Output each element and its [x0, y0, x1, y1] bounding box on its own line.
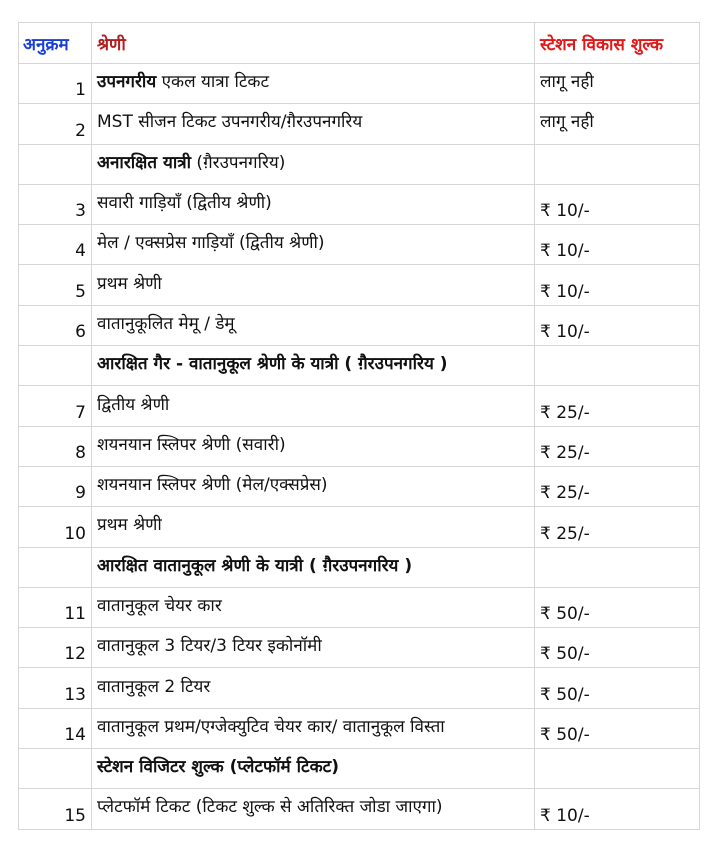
section-title	[92, 144, 535, 184]
row-serial: 12	[19, 628, 92, 668]
category-bold-text: आरक्षित गैर - वातानुकूल श्रेणी के यात्री ( ग़ैरउपनगरिय )	[97, 354, 448, 375]
category-text: प्रथम श्रेणी	[97, 273, 162, 294]
row-category	[92, 668, 535, 708]
row-category	[92, 507, 535, 547]
row-fee: ₹ 10/-	[535, 265, 700, 305]
station-development-fee-table	[18, 22, 700, 830]
table-row	[19, 225, 700, 265]
row-fee	[535, 346, 700, 386]
row-category	[92, 386, 535, 426]
section-title	[92, 547, 535, 587]
row-fee: ₹ 10/-	[535, 184, 700, 224]
row-fee: ₹ 50/-	[535, 628, 700, 668]
row-serial: 2	[19, 104, 92, 144]
row-serial	[19, 749, 92, 789]
row-serial: 15	[19, 789, 92, 829]
row-category	[92, 466, 535, 506]
category-text: (ग़ैरउपनगरिय)	[191, 152, 286, 173]
row-serial	[19, 547, 92, 587]
row-category	[92, 789, 535, 829]
table-row	[19, 668, 700, 708]
row-fee: लागू नही	[535, 64, 700, 104]
table-row	[19, 587, 700, 627]
row-fee	[535, 547, 700, 587]
header-fee: स्टेशन विकास शुल्क	[535, 23, 700, 64]
row-fee: ₹ 25/-	[535, 386, 700, 426]
section-row	[19, 144, 700, 184]
header-row	[19, 23, 700, 64]
row-fee: ₹ 10/-	[535, 789, 700, 829]
row-fee: ₹ 25/-	[535, 466, 700, 506]
row-category	[92, 64, 535, 104]
category-bold-text: उपनगरीय	[97, 72, 157, 93]
row-fee	[535, 749, 700, 789]
category-text: वातानुकूल चेयर कार	[97, 596, 222, 616]
row-fee: ₹ 50/-	[535, 668, 700, 708]
row-fee: ₹ 25/-	[535, 507, 700, 547]
category-bold-text: स्टेशन विजिटर शुल्क (प्लेटफॉर्म टिकट)	[97, 757, 339, 778]
category-text: MST सीजन टिकट उपनगरीय/ग़ैरउपनगरिय	[97, 112, 363, 133]
row-serial: 11	[19, 587, 92, 627]
row-category	[92, 628, 535, 668]
row-category	[92, 265, 535, 305]
table-row	[19, 628, 700, 668]
category-text: वातानुकूल 3 टियर/3 टियर इकोनॉमी	[97, 636, 322, 657]
row-serial: 4	[19, 225, 92, 265]
fee-table-container	[18, 22, 700, 830]
section-row	[19, 346, 700, 386]
row-serial: 5	[19, 265, 92, 305]
row-serial: 9	[19, 466, 92, 506]
table-row	[19, 507, 700, 547]
row-serial: 14	[19, 708, 92, 748]
row-category	[92, 184, 535, 224]
table-row	[19, 104, 700, 144]
section-title	[92, 346, 535, 386]
row-fee: ₹ 25/-	[535, 426, 700, 466]
category-text: एकल यात्रा टिकट	[156, 72, 270, 93]
row-category	[92, 426, 535, 466]
row-serial	[19, 144, 92, 184]
category-text: शयनयान स्लिपर श्रेणी (सवारी)	[97, 434, 286, 455]
row-serial: 13	[19, 668, 92, 708]
row-category	[92, 225, 535, 265]
table-row	[19, 184, 700, 224]
category-text: वातानुकूलित मेमू / डेमू	[97, 313, 235, 334]
row-fee: लागू नही	[535, 104, 700, 144]
table-row	[19, 426, 700, 466]
table-row	[19, 64, 700, 104]
category-bold-text: आरक्षित वातानुकूल श्रेणी के यात्री ( ग़ैरउपनगरिय )	[97, 555, 413, 576]
table-row	[19, 789, 700, 829]
row-fee: ₹ 10/-	[535, 225, 700, 265]
category-bold-text: अनारक्षित यात्री	[97, 152, 192, 173]
row-serial: 8	[19, 426, 92, 466]
category-text: द्वितीय श्रेणी	[97, 394, 170, 415]
table-body	[19, 64, 700, 830]
table-row	[19, 708, 700, 748]
section-row	[19, 749, 700, 789]
category-text: मेल / एक्सप्रेस गाड़ियाँ (द्वितीय श्रेणी)	[97, 233, 325, 254]
category-text: शयनयान स्लिपर श्रेणी (मेल/एक्सप्रेस)	[97, 475, 328, 496]
header-category: श्रेणी	[92, 23, 535, 64]
row-category	[92, 104, 535, 144]
header-serial: अनुक्रम	[19, 23, 92, 64]
table-row	[19, 466, 700, 506]
row-serial: 7	[19, 386, 92, 426]
row-serial	[19, 346, 92, 386]
row-serial: 3	[19, 184, 92, 224]
category-text: वातानुकूल 2 टियर	[97, 676, 211, 697]
row-fee: ₹ 10/-	[535, 305, 700, 345]
table-row	[19, 386, 700, 426]
table-row	[19, 305, 700, 345]
row-category	[92, 708, 535, 748]
table-row	[19, 265, 700, 305]
category-text: प्रथम श्रेणी	[97, 515, 162, 536]
row-serial: 10	[19, 507, 92, 547]
row-category	[92, 305, 535, 345]
row-category	[92, 587, 535, 627]
category-text: सवारी गाड़ियाँ (द्वितीय श्रेणी)	[97, 193, 272, 214]
section-title	[92, 749, 535, 789]
row-fee: ₹ 50/-	[535, 587, 700, 627]
section-row	[19, 547, 700, 587]
row-serial: 1	[19, 64, 92, 104]
row-fee	[535, 144, 700, 184]
row-serial: 6	[19, 305, 92, 345]
category-text: प्लेटफॉर्म टिकट (टिकट शुल्क से अतिरिक्त जोडा जाएगा)	[97, 797, 443, 818]
row-fee: ₹ 50/-	[535, 708, 700, 748]
category-text: वातानुकूल प्रथम/एग्जेक्युटिव चेयर कार/ वातानुकूल विस्ता	[97, 716, 445, 737]
